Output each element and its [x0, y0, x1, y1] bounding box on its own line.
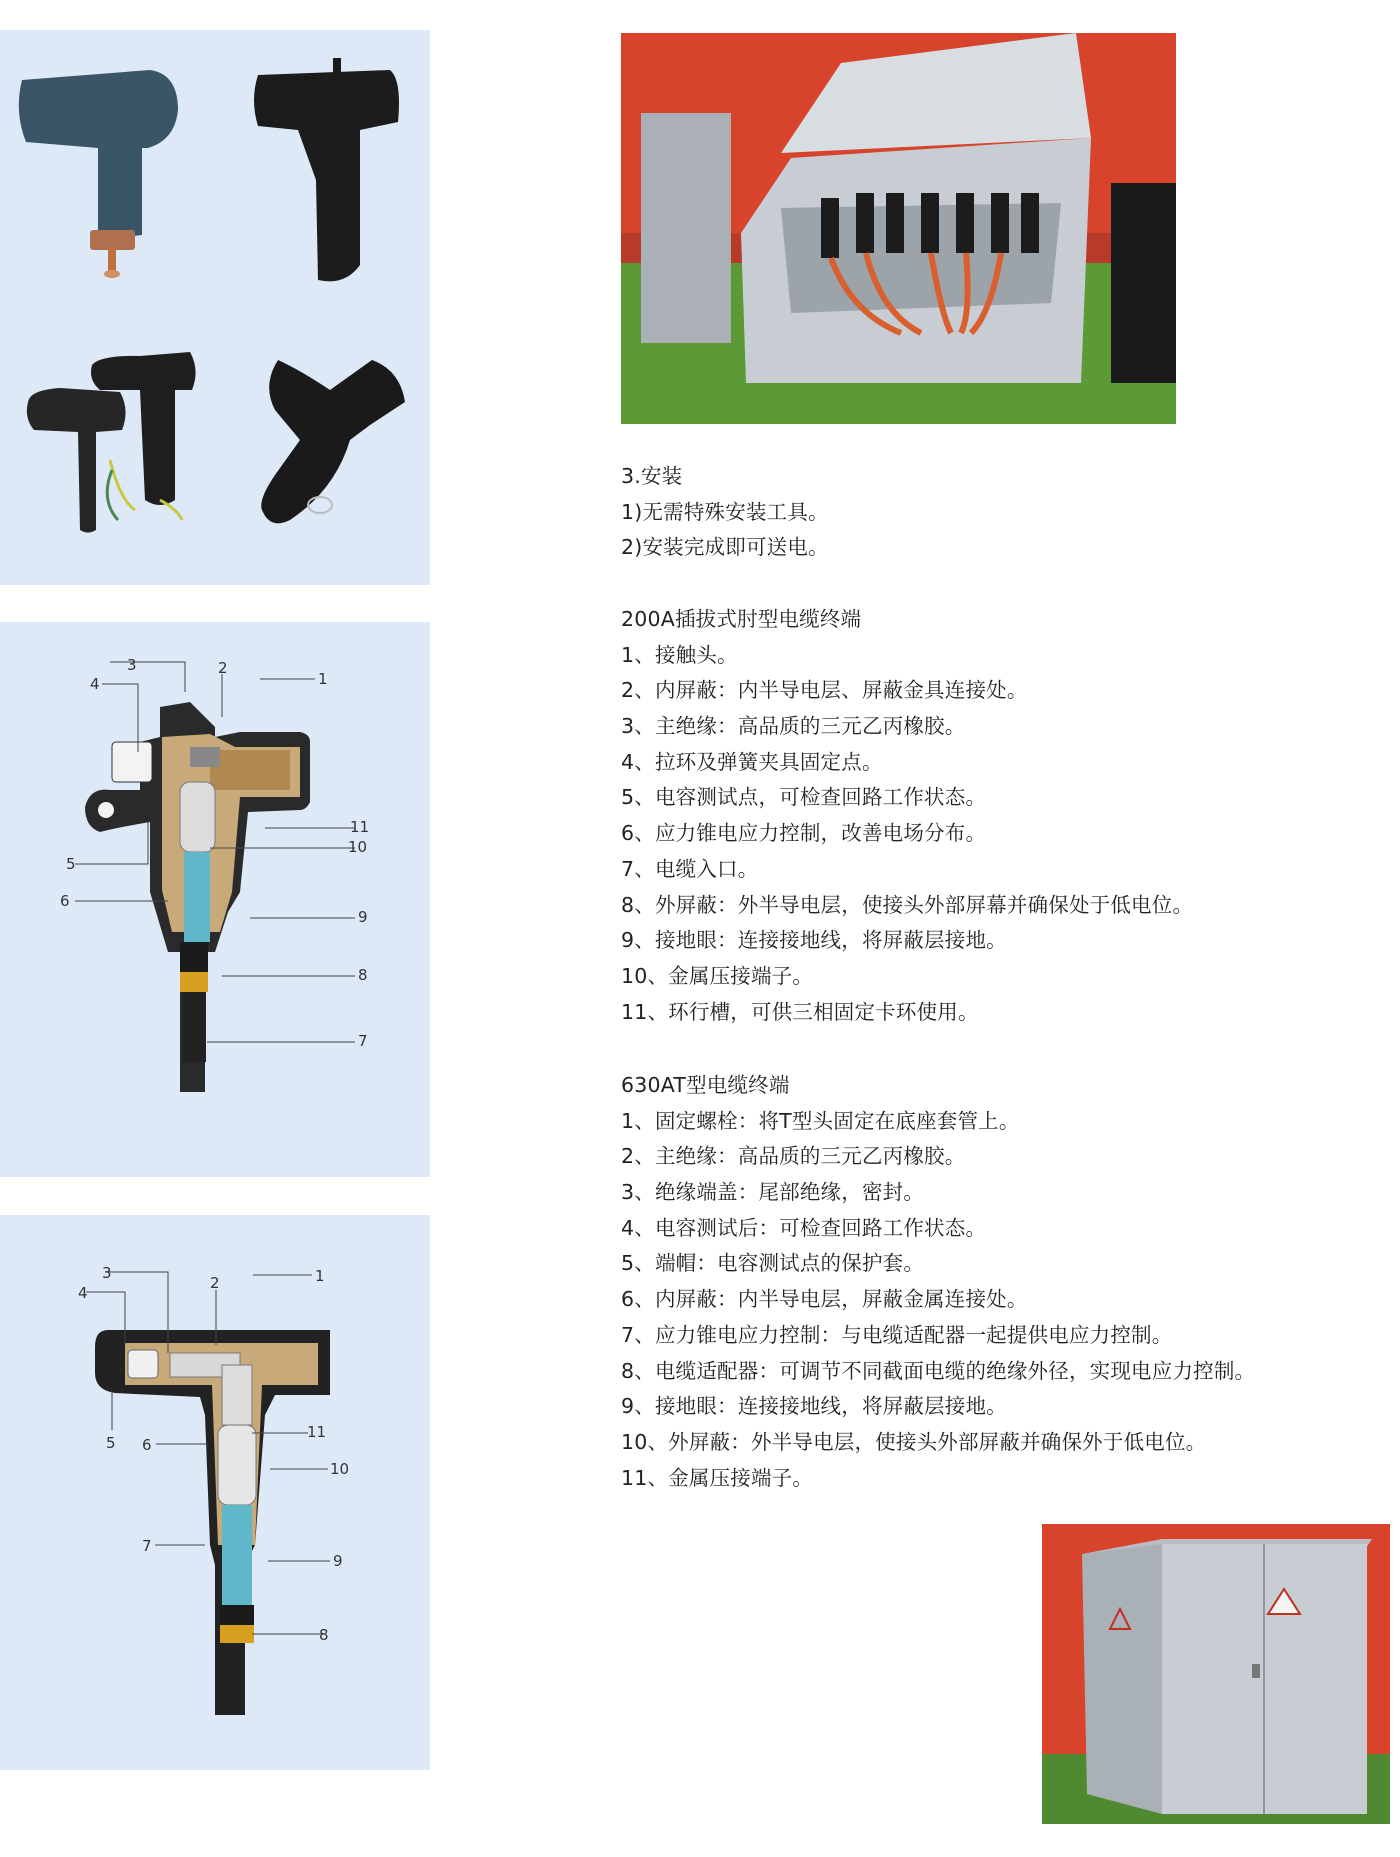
tee-630a-item: 3、绝缘端盖：尾部绝缘，密封。 [621, 1180, 925, 1205]
diagram-label-11: 11 [350, 818, 370, 836]
tee-630a-diagram-panel [0, 1215, 430, 1770]
diagram-label-2: 2 [218, 659, 228, 677]
diagram-label-8: 8 [319, 1626, 329, 1644]
tee-630a-item: 6、内屏蔽：内半导电层，屏蔽金属连接处。 [621, 1287, 1028, 1312]
tee-630a-item: 4、电容测试后：可检查回路工作状态。 [621, 1215, 987, 1240]
elbow-200a-title: 200A插拔式肘型电缆终端 [621, 607, 862, 631]
elbow-200a-item: 10、金属压接端子。 [621, 963, 814, 988]
elbow-200a-item: 5、电容测试点，可检查回路工作状态。 [621, 785, 987, 810]
diagram-label-11: 11 [307, 1423, 327, 1441]
switchgear-installation-photo [621, 33, 1176, 424]
tee-630a-item: 8、电缆适配器：可调节不同截面电缆的绝缘外径，实现电应力控制。 [621, 1358, 1256, 1383]
elbow-200a-item: 2、内屏蔽：内半导电层、屏蔽金具连接处。 [621, 678, 1028, 703]
elbow-200a-diagram-panel [0, 622, 430, 1177]
elbow-200a-item: 11、环行槽，可供三相固定卡环使用。 [621, 999, 979, 1024]
tee-630a-item: 9、接地眼：连接接地线，将屏蔽层接地。 [621, 1394, 1007, 1419]
diagram-label-10: 10 [330, 1460, 350, 1478]
elbow-200a-item: 1、接触头。 [621, 642, 738, 667]
installation-section [621, 459, 1381, 566]
diagram-label-1: 1 [318, 670, 328, 688]
diagram-label-9: 9 [333, 1552, 343, 1570]
installation-item: 2)安装完成即可送电。 [621, 535, 829, 560]
diagram-label-5: 5 [106, 1434, 116, 1452]
diagram-label-9: 9 [358, 908, 368, 926]
diagram-label-1: 1 [315, 1267, 325, 1285]
tee-630a-item: 11、金属压接端子。 [621, 1465, 814, 1490]
tee-630a-item: 5、端帽：电容测试点的保护套。 [621, 1251, 925, 1276]
diagram-label-4: 4 [78, 1284, 88, 1302]
elbow-connector-pair-photo [27, 352, 196, 533]
elbow-200a-item: 4、拉环及弹簧夹具固定点。 [621, 749, 883, 774]
tee-630a-cross-section-diagram [0, 1215, 430, 1770]
elbow-200a-item: 7、电缆入口。 [621, 856, 759, 881]
tee-630a-section [621, 1068, 1381, 1496]
diagram-label-10: 10 [348, 838, 368, 856]
switchgear-illustration [621, 33, 1176, 424]
diagram-label-5: 5 [66, 855, 76, 873]
diagram-label-4: 4 [90, 675, 100, 693]
elbow-200a-item: 9、接地眼：连接接地线，将屏蔽层接地。 [621, 928, 1007, 953]
elbow-200a-section [621, 602, 1381, 1030]
installation-title: 3.安装 [621, 464, 683, 488]
tee-630a-item: 10、外屏蔽：外半导电层，使接头外部屏蔽并确保外于低电位。 [621, 1429, 1207, 1454]
diagram-label-8: 8 [358, 966, 368, 984]
tee-630a-item: 1、固定螺栓：将T型头固定在底座套管上。 [621, 1108, 1020, 1133]
elbow-200a-item: 8、外屏蔽：外半导电层，使接头外部屏幕并确保处于低电位。 [621, 892, 1194, 917]
diagram-label-6: 6 [142, 1436, 152, 1454]
diagram-label-3: 3 [127, 656, 137, 674]
diagram-label-7: 7 [142, 1537, 152, 1555]
diagram-label-6: 6 [60, 892, 70, 910]
elbow-200a-cross-section-diagram [0, 622, 430, 1177]
product-photos-illustration [0, 30, 430, 585]
steel-cabinet-illustration [1042, 1524, 1390, 1824]
tee-connector-black-photo [254, 58, 399, 281]
installation-item: 1)无需特殊安装工具。 [621, 499, 829, 524]
diagram-label-3: 3 [102, 1264, 112, 1282]
product-photos-panel [0, 30, 430, 585]
diagram-label-2: 2 [210, 1274, 220, 1292]
elbow-200a-item: 6、应力锥电应力控制，改善电场分布。 [621, 821, 987, 846]
elbow-connector-bluegray-photo [19, 70, 178, 278]
tee-630a-title: 630AT型电缆终端 [621, 1073, 790, 1097]
steel-cabinet-photo [1042, 1524, 1390, 1824]
diagram-label-7: 7 [358, 1032, 368, 1050]
tee-630a-item: 2、主绝缘：高品质的三元乙丙橡胶。 [621, 1144, 966, 1169]
tee-connector-angled-photo [261, 360, 405, 523]
tee-630a-item: 7、应力锥电应力控制：与电缆适配器一起提供电应力控制。 [621, 1322, 1173, 1347]
elbow-200a-item: 3、主绝缘：高品质的三元乙丙橡胶。 [621, 714, 966, 739]
